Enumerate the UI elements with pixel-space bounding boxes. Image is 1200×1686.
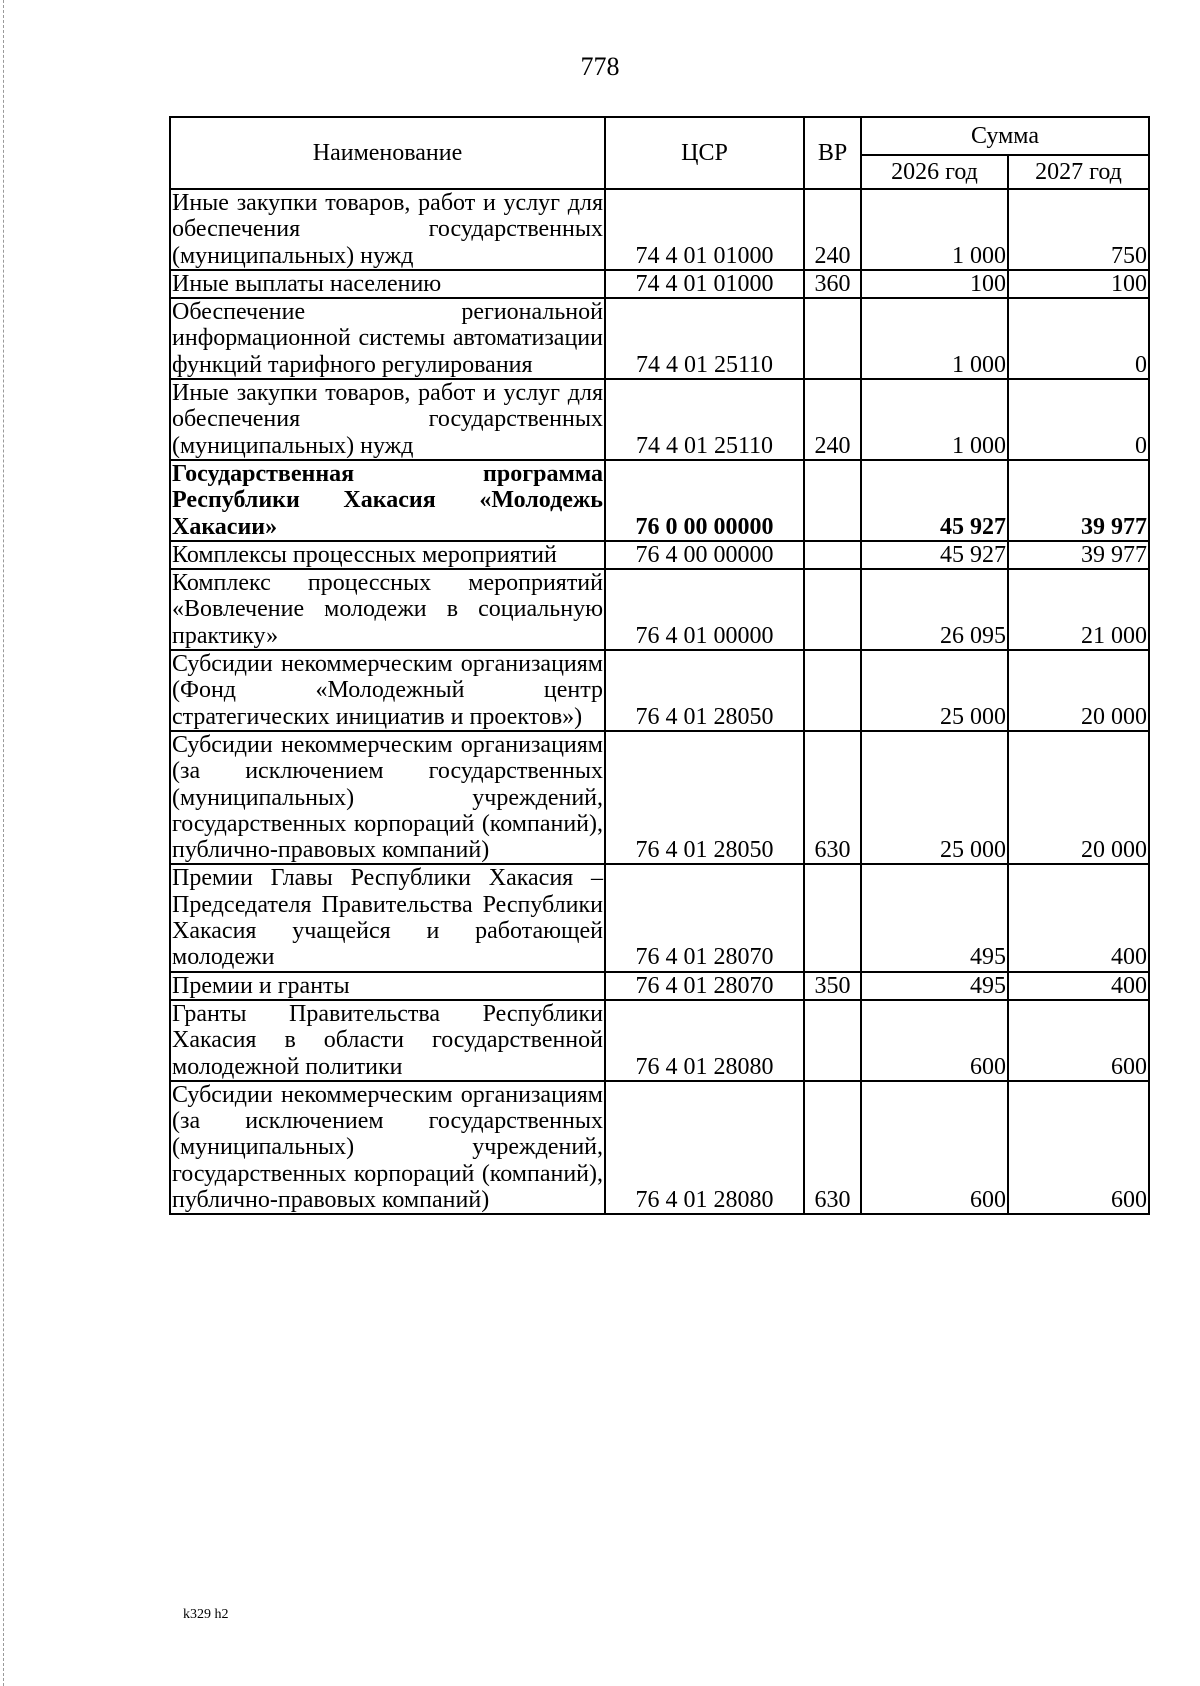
row-amount-2026: 495 <box>861 864 1008 971</box>
header-vr: ВР <box>804 117 861 189</box>
header-year-2027: 2027 год <box>1008 155 1149 189</box>
row-amount-2027: 39 977 <box>1008 541 1149 569</box>
row-amount-2026: 1 000 <box>861 298 1008 379</box>
table-row <box>170 270 1149 298</box>
row-csr: 76 4 01 28080 <box>605 1000 804 1081</box>
row-csr: 74 4 01 25110 <box>605 298 804 379</box>
row-vr <box>804 569 861 650</box>
row-vr: 630 <box>804 1081 861 1214</box>
row-amount-2026: 45 927 <box>861 541 1008 569</box>
table-row <box>170 189 1149 270</box>
row-amount-2027: 0 <box>1008 379 1149 460</box>
table-row <box>170 569 1149 650</box>
row-vr: 240 <box>804 189 861 270</box>
row-amount-2027: 21 000 <box>1008 569 1149 650</box>
table-row <box>170 298 1149 379</box>
row-csr: 76 4 01 28070 <box>605 972 804 1000</box>
scan-page-edge <box>3 0 4 1686</box>
row-csr: 76 4 01 28050 <box>605 650 804 731</box>
row-amount-2026: 495 <box>861 972 1008 1000</box>
row-amount-2027: 400 <box>1008 864 1149 971</box>
row-amount-2027: 600 <box>1008 1081 1149 1214</box>
header-name: Наименование <box>170 117 605 189</box>
row-name: Обеспечение региональной информационной системы автоматизации функций тарифного регулирования <box>172 299 603 378</box>
header-year-2026: 2026 год <box>861 155 1008 189</box>
row-amount-2027: 20 000 <box>1008 731 1149 864</box>
row-csr: 74 4 01 25110 <box>605 379 804 460</box>
row-name: Субсидии некоммерческим организациям (Фонд «Молодежный центр стратегических инициатив и проектов») <box>172 651 603 730</box>
row-amount-2026: 26 095 <box>861 569 1008 650</box>
row-csr: 74 4 01 01000 <box>605 189 804 270</box>
row-name: Премии Главы Республики Хакасия – Председателя Правительства Республики Хакасия учащейся и работающей молодежи <box>172 865 603 971</box>
row-amount-2027: 600 <box>1008 1000 1149 1081</box>
table-row <box>170 650 1149 731</box>
row-name: Комплексы процессных мероприятий <box>170 541 605 569</box>
row-amount-2027: 100 <box>1008 270 1149 298</box>
row-vr: 240 <box>804 379 861 460</box>
row-vr: 350 <box>804 972 861 1000</box>
row-vr <box>804 1000 861 1081</box>
row-amount-2026: 600 <box>861 1081 1008 1214</box>
table-row <box>170 379 1149 460</box>
footer-code: k329 h2 <box>183 1607 229 1622</box>
row-name: Государственная программа Республики Хакасия «Молодежь Хакасии» <box>172 460 603 540</box>
row-name: Гранты Правительства Республики Хакасия в области государственной молодежной политики <box>172 1000 603 1080</box>
row-vr <box>804 541 861 569</box>
row-vr <box>804 864 861 971</box>
table-row <box>170 460 1149 541</box>
row-name: Премии и гранты <box>170 972 605 1000</box>
row-amount-2026: 600 <box>861 1000 1008 1081</box>
row-amount-2026: 1 000 <box>861 189 1008 270</box>
row-amount-2026: 1 000 <box>861 379 1008 460</box>
row-vr <box>804 298 861 379</box>
row-amount-2027: 20 000 <box>1008 650 1149 731</box>
row-amount-2027: 0 <box>1008 298 1149 379</box>
row-amount-2026: 25 000 <box>861 731 1008 864</box>
row-csr: 74 4 01 01000 <box>605 270 804 298</box>
header-csr: ЦСР <box>605 117 804 189</box>
table-row <box>170 1000 1149 1081</box>
row-vr: 630 <box>804 731 861 864</box>
row-csr: 76 0 00 00000 <box>605 460 804 541</box>
header-sum: Сумма <box>861 117 1149 155</box>
row-vr <box>804 650 861 731</box>
row-amount-2027: 750 <box>1008 189 1149 270</box>
row-name: Субсидии некоммерческим организациям (за исключением государственных (муниципальных) учреждений, государственных корпораций (компаний), публично-правовых компаний) <box>172 731 603 864</box>
row-name: Комплекс процессных мероприятий «Вовлечение молодежи в социальную практику» <box>172 570 603 649</box>
table-row <box>170 1081 1149 1214</box>
row-name: Иные закупки товаров, работ и услуг для обеспечения государственных (муниципальных) нужд <box>172 380 603 459</box>
row-name: Субсидии некоммерческим организациям (за исключением государственных (муниципальных) учреждений, государственных корпораций (компаний), публично-правовых компаний) <box>172 1081 603 1213</box>
table-row <box>170 541 1149 569</box>
row-name: Иные закупки товаров, работ и услуг для обеспечения государственных (муниципальных) нужд <box>172 190 603 269</box>
budget-table <box>169 116 1150 1215</box>
row-amount-2026: 100 <box>861 270 1008 298</box>
row-csr: 76 4 01 00000 <box>605 569 804 650</box>
table-row <box>170 972 1149 1000</box>
row-amount-2026: 45 927 <box>861 460 1008 541</box>
table-row <box>170 864 1149 971</box>
row-amount-2027: 400 <box>1008 972 1149 1000</box>
table-header-row <box>170 117 1149 155</box>
row-name: Иные выплаты населению <box>170 270 605 298</box>
row-csr: 76 4 00 00000 <box>605 541 804 569</box>
row-csr: 76 4 01 28070 <box>605 864 804 971</box>
table-body <box>170 189 1149 1214</box>
table-row <box>170 731 1149 864</box>
row-vr: 360 <box>804 270 861 298</box>
row-amount-2027: 39 977 <box>1008 460 1149 541</box>
row-amount-2026: 25 000 <box>861 650 1008 731</box>
page-number: 778 <box>580 52 620 81</box>
row-csr: 76 4 01 28080 <box>605 1081 804 1214</box>
row-csr: 76 4 01 28050 <box>605 731 804 864</box>
row-vr <box>804 460 861 541</box>
